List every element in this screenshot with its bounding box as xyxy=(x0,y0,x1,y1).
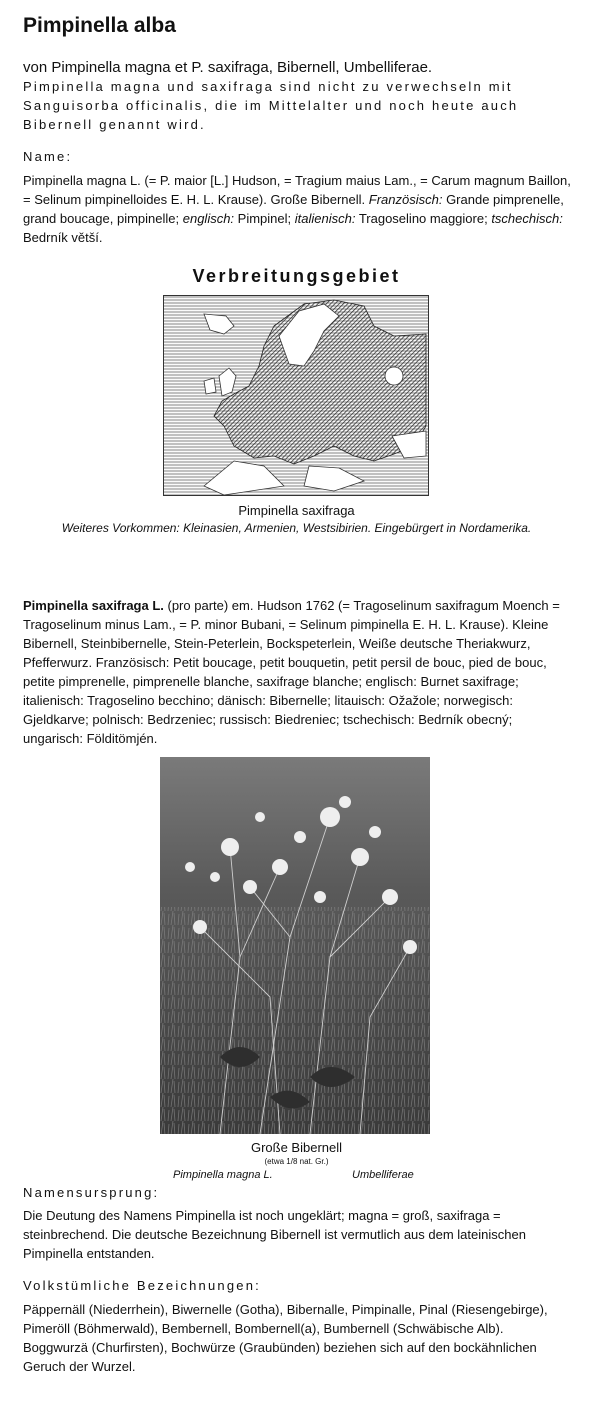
name-czech: Bedrník větší. xyxy=(23,230,103,245)
origin-paragraph: Die Deutung des Namens Pimpinella ist noch ungeklärt; magna = groß, saxifraga = steinbrechend. Die deutsche Bezeichnung Bibernell ist vermutlich aus dem lateinischen Pimpinella entstanden. xyxy=(23,1208,526,1261)
label-english: englisch: xyxy=(182,211,235,226)
photo-scale: (etwa 1/8 nat. Gr.) xyxy=(264,1157,329,1166)
distribution-map xyxy=(163,295,429,496)
photo-family: Umbelliferae xyxy=(352,1169,414,1181)
origin-heading: Namensursprung: xyxy=(23,1185,160,1200)
intro-line: von Pimpinella magna et P. saxifraga, Bibernell, Umbelliferae. xyxy=(23,59,433,76)
map-caption: Pimpinella saxifraga xyxy=(238,503,355,518)
name-italian: Tragoselino maggiore; xyxy=(355,211,492,226)
plant-photo xyxy=(160,757,430,1134)
name-english: Pimpinel; xyxy=(234,211,295,226)
name-heading: Name: xyxy=(23,149,73,164)
map-heading: Verbreitungsgebiet xyxy=(192,266,401,286)
folk-paragraph: Päppernäll (Niederrhein), Biwernelle (Gotha), Bibernalle, Pimpinalle, Pinal (Riesengebirge), Pimeröll (Böhmerwald), Bembernell, Bombernell(a), Bumbernell (Schwäbische Alb). Boggwurzä (Churfirsten), Bochwürze (Graubünden) beziehen sich auf den bockähnlichen Geruch der Wurzel. xyxy=(23,1302,548,1374)
map-figure xyxy=(164,296,428,495)
page-title: Pimpinella alba xyxy=(23,14,176,37)
photo-caption: Große Bibernell xyxy=(250,1140,343,1155)
label-czech: tschechisch: xyxy=(491,211,563,226)
photo-species: Pimpinella magna L. xyxy=(173,1169,273,1181)
saxifraga-name: Pimpinella saxifraga L. xyxy=(23,598,164,613)
name-text: Pimpinella magna L. (= P. maior [L.] Hudson, = Tragium maius Lam., = Carum magnum Baillon, = Selinum pimpinelloides E. H. L. Krause). Große Bibernell. xyxy=(23,173,571,207)
label-italian: italienisch: xyxy=(294,211,356,226)
map-note: Weiteres Vorkommen: Kleinasien, Armenien, Westsibirien. Eingebürgert in Nordamerika. xyxy=(61,521,532,535)
saxifraga-text: (pro parte) em. Hudson 1762 (= Tragoselinum saxifragum Moench = Tragoselinum minus Lam., = P. minor Bubani, = Selinum pimpinella E. H. L. Krause). Kleine Bibernell, Steinbibernelle, Stein-Peterlein, Bockspeterlein, Weiße deutsche Theriakwurz, Pfefferwurz. Französisch: Petit boucage, petit bouquetin, petit persil de bouc, pied de bouc, petite pimprenelle, pimprenelle blanche, saxifrage blanche; englisch: Burnet saxifrage; italienisch: Tragoselino becchino; dänisch: Bibernelle; litauisch: Ožažole; norwegisch: Gjeldkarve; polnisch: Bedrzeniec; russisch: Biedreniec; tschechisch: Bedrník obecný; ungarisch: Földitömjén. xyxy=(23,598,560,746)
intro-paragraph: Pimpinella magna und saxifraga sind nicht zu verwechseln mit Sanguisorba officinalis, die im Mittelalter und noch heute auch Bibernell genannt wird. xyxy=(23,79,519,132)
folk-heading: Volkstümliche Bezeichnungen: xyxy=(23,1278,261,1293)
name-french: Grande pimprenelle, grand boucage, pimpinelle; xyxy=(23,192,564,226)
saxifraga-paragraph xyxy=(23,596,571,748)
plant-photo-figure xyxy=(160,757,430,1134)
label-french: Französisch: xyxy=(368,192,443,207)
name-paragraph xyxy=(23,171,571,247)
